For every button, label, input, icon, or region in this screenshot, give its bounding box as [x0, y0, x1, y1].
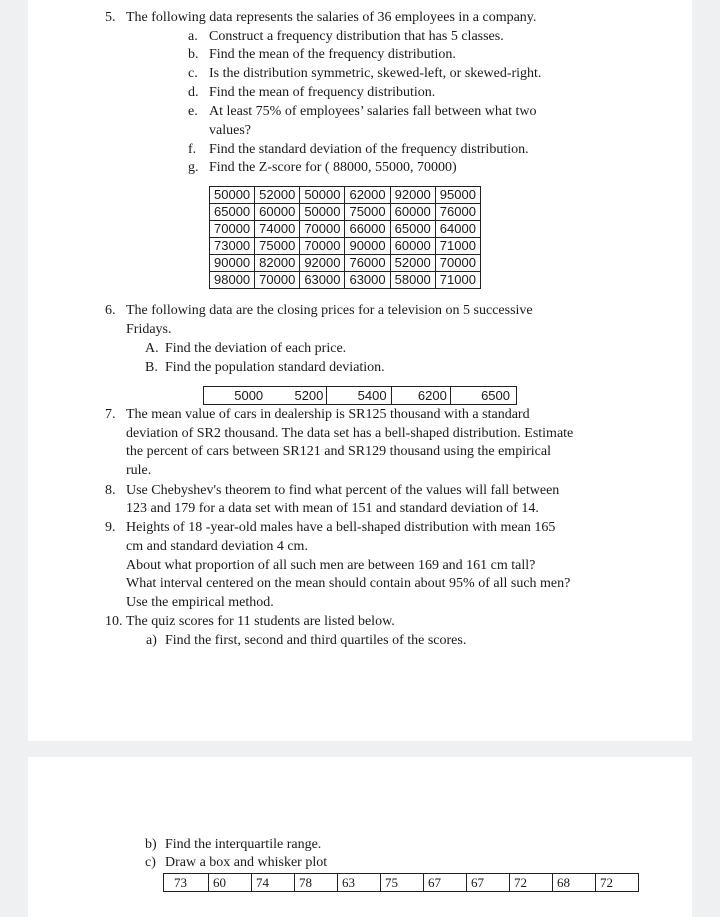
q10-part-a-label: a)	[146, 633, 157, 648]
prices-table	[203, 386, 517, 405]
table-cell: 76000	[435, 204, 480, 221]
table-cell: 58000	[390, 272, 435, 289]
table-cell: 71000	[435, 272, 480, 289]
table-row	[210, 187, 481, 204]
table-cell: 5200	[267, 387, 327, 405]
table-cell: 95000	[435, 187, 480, 204]
table-cell: 63000	[300, 272, 345, 289]
document-page-1	[28, 0, 692, 741]
table-row	[210, 255, 481, 272]
q5-part-e-text: At least 75% of employees’ salaries fall between what two	[209, 104, 537, 119]
table-cell: 62000	[345, 187, 390, 204]
q6-part-a-label: A.	[145, 341, 159, 356]
table-cell: 74000	[255, 221, 300, 238]
question-7-line-2: deviation of SR2 thousand. The data set has a bell-shaped distribution. Estimate	[126, 426, 574, 441]
table-cell: 75	[381, 874, 424, 892]
table-cell: 60000	[255, 204, 300, 221]
question-10-text: The quiz scores for 11 students are listed below.	[126, 614, 395, 629]
question-9-line-5: Use the empirical method.	[126, 595, 274, 610]
salaries-table	[209, 186, 481, 289]
q5-part-a-text: Construct a frequency distribution that has 5 classes.	[209, 29, 504, 44]
question-7-line-3: the percent of cars between SR121 and SR129 thousand using the empirical	[126, 444, 551, 459]
q5-part-c-text: Is the distribution symmetric, skewed-left, or skewed-right.	[209, 66, 542, 81]
table-row	[204, 387, 517, 405]
q5-part-e-label: e.	[188, 104, 198, 119]
table-cell: 60	[209, 874, 252, 892]
q5-part-f-label: f.	[188, 142, 197, 157]
question-9-line-1: Heights of 18 -year-old males have a bell-shaped distribution with mean 165	[126, 520, 556, 535]
question-7-line-1: The mean value of cars in dealership is SR125 thousand with a standard	[126, 407, 530, 422]
q10-part-b-label: b)	[145, 837, 157, 852]
table-cell: 72	[596, 874, 639, 892]
question-6-text: The following data are the closing prices for a television on 5 successive	[126, 303, 533, 318]
question-9-line-4: What interval centered on the mean should contain about 95% of all such men?	[126, 576, 571, 591]
question-10-number: 10.	[105, 614, 123, 629]
question-7-line-4: rule.	[126, 463, 152, 478]
question-6-number: 6.	[105, 303, 116, 318]
table-cell: 5400	[327, 387, 391, 405]
table-cell: 76000	[345, 255, 390, 272]
q10-part-a-text: Find the first, second and third quartiles of the scores.	[165, 633, 467, 648]
table-cell: 60000	[390, 238, 435, 255]
q5-part-g-label: g.	[188, 160, 199, 175]
q10-part-c-text: Draw a box and whisker plot	[165, 855, 328, 870]
table-cell: 50000	[300, 187, 345, 204]
table-cell: 67	[424, 874, 467, 892]
table-cell: 68	[553, 874, 596, 892]
table-cell: 82000	[255, 255, 300, 272]
question-5-text: The following data represents the salaries of 36 employees in a company.	[126, 10, 537, 25]
table-cell: 64000	[435, 221, 480, 238]
q5-part-f-text: Find the standard deviation of the frequency distribution.	[209, 142, 529, 157]
table-cell: 75000	[255, 238, 300, 255]
table-cell: 75000	[345, 204, 390, 221]
table-cell: 78	[295, 874, 338, 892]
table-cell: 66000	[345, 221, 390, 238]
table-cell: 63	[338, 874, 381, 892]
question-6-text-cont: Fridays.	[126, 322, 172, 337]
q6-part-b-text: Find the population standard deviation.	[165, 360, 385, 375]
table-cell: 73000	[210, 238, 255, 255]
table-cell: 63000	[345, 272, 390, 289]
question-5-number: 5.	[105, 10, 116, 25]
table-row	[210, 221, 481, 238]
table-cell: 5000	[234, 388, 264, 403]
table-cell: 92000	[300, 255, 345, 272]
table-cell: 90000	[210, 255, 255, 272]
question-7-number: 7.	[105, 407, 116, 422]
table-cell: 52000	[255, 187, 300, 204]
table-row	[210, 204, 481, 221]
table-cell: 70000	[300, 238, 345, 255]
table-cell: 70000	[255, 272, 300, 289]
q5-part-b-label: b.	[188, 47, 199, 62]
table-cell: 74	[252, 874, 295, 892]
table-cell: 71000	[435, 238, 480, 255]
table-cell: 92000	[390, 187, 435, 204]
table-cell: 65000	[210, 204, 255, 221]
table-cell: 67	[467, 874, 510, 892]
table-cell: 70000	[300, 221, 345, 238]
question-8-line-2: 123 and 179 for a data set with mean of 151 and standard deviation of 14.	[126, 501, 539, 516]
scores-table	[163, 873, 639, 892]
q5-part-e-text-cont: values?	[209, 123, 251, 138]
question-8-line-1: Use Chebyshev's theorem to find what percent of the values will fall between	[126, 483, 560, 498]
question-9-line-3: About what proportion of all such men are between 169 and 161 cm tall?	[126, 558, 536, 573]
q5-part-c-label: c.	[188, 66, 198, 81]
q10-part-b-text: Find the interquartile range.	[165, 837, 322, 852]
table-cell: 90000	[345, 238, 390, 255]
q5-part-d-label: d.	[188, 85, 199, 100]
table-cell: 73	[174, 875, 187, 890]
table-row	[164, 874, 639, 892]
table-cell: 70000	[435, 255, 480, 272]
table-cell: 65000	[390, 221, 435, 238]
question-9-line-2: cm and standard deviation 4 cm.	[126, 539, 308, 554]
table-cell: 72	[510, 874, 553, 892]
q5-part-b-text: Find the mean of the frequency distribution.	[209, 47, 456, 62]
table-cell: 6500	[481, 388, 510, 403]
table-cell: 50000	[210, 187, 255, 204]
q5-part-a-label: a.	[188, 29, 198, 44]
question-9-number: 9.	[105, 520, 116, 535]
table-row	[210, 238, 481, 255]
table-cell: 98000	[210, 272, 255, 289]
table-cell: 70000	[210, 221, 255, 238]
table-row	[210, 272, 481, 289]
q5-part-g-text: Find the Z-score for ( 88000, 55000, 70000)	[209, 160, 457, 175]
q5-part-d-text: Find the mean of frequency distribution.	[209, 85, 436, 100]
q10-part-c-label: c)	[145, 855, 156, 870]
q6-part-b-label: B.	[145, 360, 158, 375]
table-cell: 50000	[300, 204, 345, 221]
q6-part-a-text: Find the deviation of each price.	[165, 341, 347, 356]
table-cell: 52000	[390, 255, 435, 272]
question-8-number: 8.	[105, 483, 116, 498]
table-cell: 60000	[390, 204, 435, 221]
document-page-2	[28, 757, 692, 917]
table-cell: 6200	[391, 387, 450, 405]
